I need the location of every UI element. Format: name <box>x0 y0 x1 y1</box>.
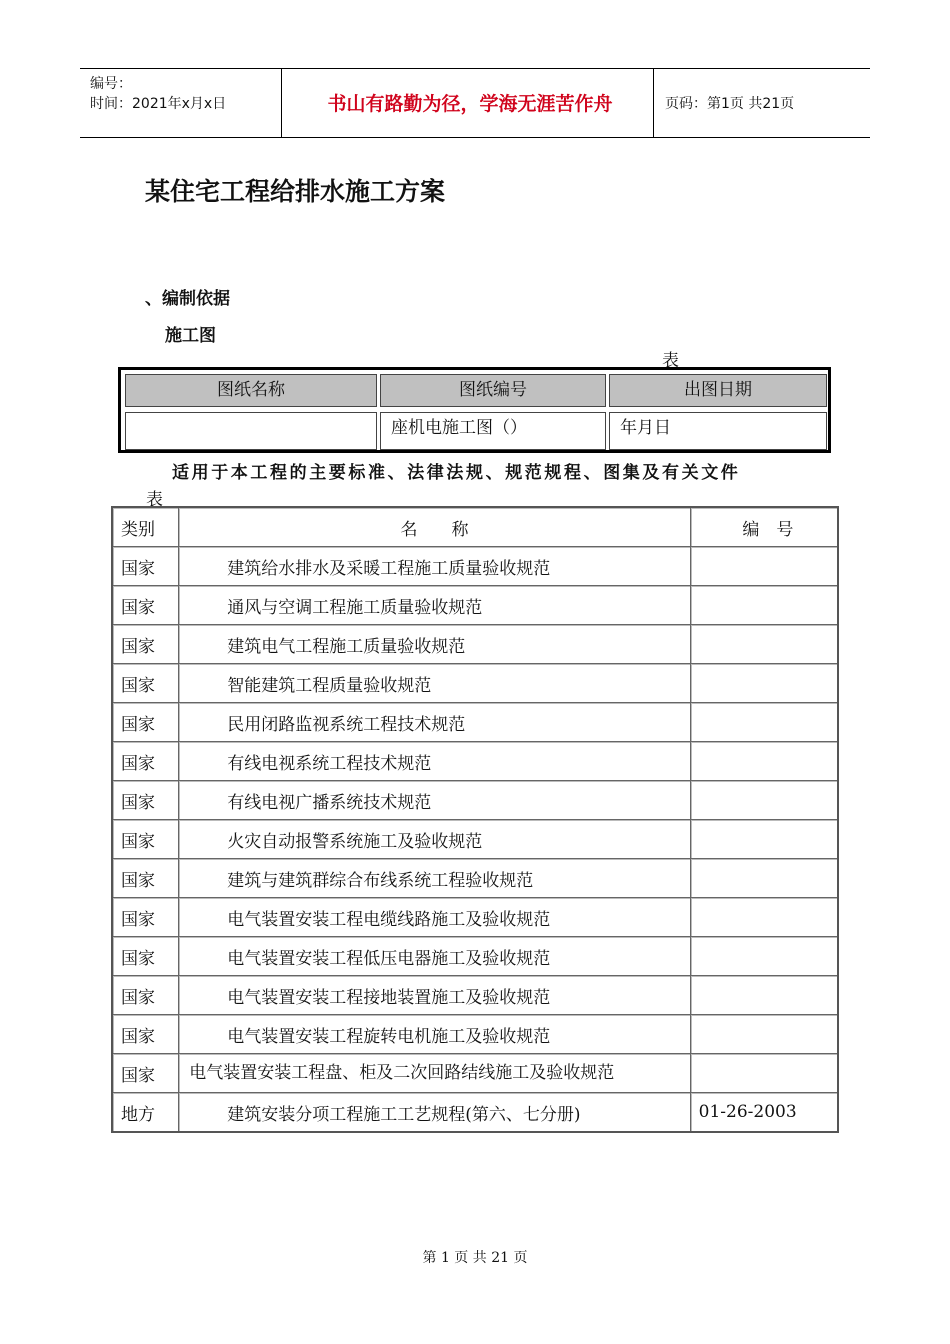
column-header-category: 类别 <box>112 507 179 547</box>
table-row <box>112 976 838 1015</box>
standards-heading: 适用于本工程的主要标准、法律法规、规范规程、图集及有关文件 <box>172 463 741 483</box>
code-cell <box>690 703 838 742</box>
category-cell: 国家 <box>112 742 179 781</box>
category-cell: 国家 <box>112 703 179 742</box>
column-header-name: 名 称 <box>179 507 690 547</box>
code-cell <box>690 742 838 781</box>
code-cell <box>690 898 838 937</box>
table-row <box>112 898 838 937</box>
name-cell: 建筑给水排水及采暖工程施工质量验收规范 <box>179 547 690 586</box>
table-row <box>112 1054 838 1093</box>
document-title: 某住宅工程给排水施工方案 <box>145 177 446 206</box>
category-cell: 国家 <box>112 1015 179 1054</box>
table1-header-cell: 图纸名称 <box>125 374 377 407</box>
name-cell: 电气装置安装工程盘、柜及二次回路结线施工及验收规范 <box>179 1054 690 1093</box>
category-cell: 国家 <box>112 898 179 937</box>
time-label: 时间：2021年x月x日 <box>90 96 227 112</box>
name-cell: 建筑与建筑群综合布线系统工程验收规范 <box>179 859 690 898</box>
table-row <box>112 1015 838 1054</box>
category-cell: 国家 <box>112 820 179 859</box>
code-cell <box>690 859 838 898</box>
name-cell: 民用闭路监视系统工程技术规范 <box>179 703 690 742</box>
name-cell: 电气装置安装工程电缆线路施工及验收规范 <box>179 898 690 937</box>
name-cell: 电气装置安装工程低压电器施工及验收规范 <box>179 937 690 976</box>
table1-header-cell: 图纸编号 <box>380 374 606 407</box>
category-cell: 国家 <box>112 781 179 820</box>
page-footer: 第 1 页 共 21 页 <box>422 1250 528 1266</box>
category-cell: 国家 <box>112 976 179 1015</box>
name-cell: 智能建筑工程质量验收规范 <box>179 664 690 703</box>
category-cell: 国家 <box>112 859 179 898</box>
column-header-code: 编 号 <box>690 507 838 547</box>
category-cell: 国家 <box>112 937 179 976</box>
code-cell <box>690 586 838 625</box>
table1-cell <box>125 412 377 450</box>
table-row <box>112 781 838 820</box>
header-divider <box>281 69 282 137</box>
table-row <box>112 586 838 625</box>
name-cell: 建筑电气工程施工质量验收规范 <box>179 625 690 664</box>
code-cell <box>690 820 838 859</box>
code-cell <box>690 547 838 586</box>
name-cell: 有线电视广播系统技术规范 <box>179 781 690 820</box>
code-cell <box>690 781 838 820</box>
code-cell <box>690 664 838 703</box>
code-cell: 01-26-2003 <box>690 1093 838 1133</box>
number-label: 编号： <box>90 76 132 92</box>
page-header <box>80 68 870 138</box>
table-row <box>112 625 838 664</box>
category-cell: 国家 <box>112 547 179 586</box>
table-row <box>112 547 838 586</box>
standards-table <box>111 506 839 1133</box>
name-cell: 火灾自动报警系统施工及验收规范 <box>179 820 690 859</box>
code-cell <box>690 625 838 664</box>
subsection-heading: 施工图 <box>165 326 216 346</box>
header-meta <box>90 74 226 114</box>
category-cell: 地方 <box>112 1093 179 1133</box>
table2-caption: 表 <box>146 490 163 510</box>
code-cell <box>690 937 838 976</box>
table-row <box>112 937 838 976</box>
section-heading: 、编制依据 <box>145 289 230 309</box>
category-cell: 国家 <box>112 1054 179 1093</box>
table1-cell: 年月日 <box>609 412 827 450</box>
table-row <box>112 742 838 781</box>
code-cell <box>690 976 838 1015</box>
name-cell: 电气装置安装工程接地装置施工及验收规范 <box>179 976 690 1015</box>
code-cell <box>690 1015 838 1054</box>
code-cell <box>690 1054 838 1093</box>
category-cell: 国家 <box>112 664 179 703</box>
header-motto: 书山有路勤为径，学海无涯苦作舟 <box>327 93 613 115</box>
table1-header-cell: 出图日期 <box>609 374 827 407</box>
table1-cell: 座机电施工图（） <box>380 412 606 450</box>
table-row <box>112 664 838 703</box>
table-row <box>112 820 838 859</box>
name-cell: 有线电视系统工程技术规范 <box>179 742 690 781</box>
header-page-info: 页码：第1页 共21页 <box>665 96 795 112</box>
name-cell: 通风与空调工程施工质量验收规范 <box>179 586 690 625</box>
drawings-table <box>118 367 831 453</box>
name-cell: 电气装置安装工程旋转电机施工及验收规范 <box>179 1015 690 1054</box>
table-row <box>112 703 838 742</box>
table1-caption: 表 <box>662 351 679 371</box>
table-row <box>112 859 838 898</box>
category-cell: 国家 <box>112 586 179 625</box>
name-cell: 建筑安装分项工程施工工艺规程(第六、七分册) <box>179 1093 690 1133</box>
table-row <box>112 1093 838 1133</box>
table-header-row <box>112 507 838 547</box>
category-cell: 国家 <box>112 625 179 664</box>
